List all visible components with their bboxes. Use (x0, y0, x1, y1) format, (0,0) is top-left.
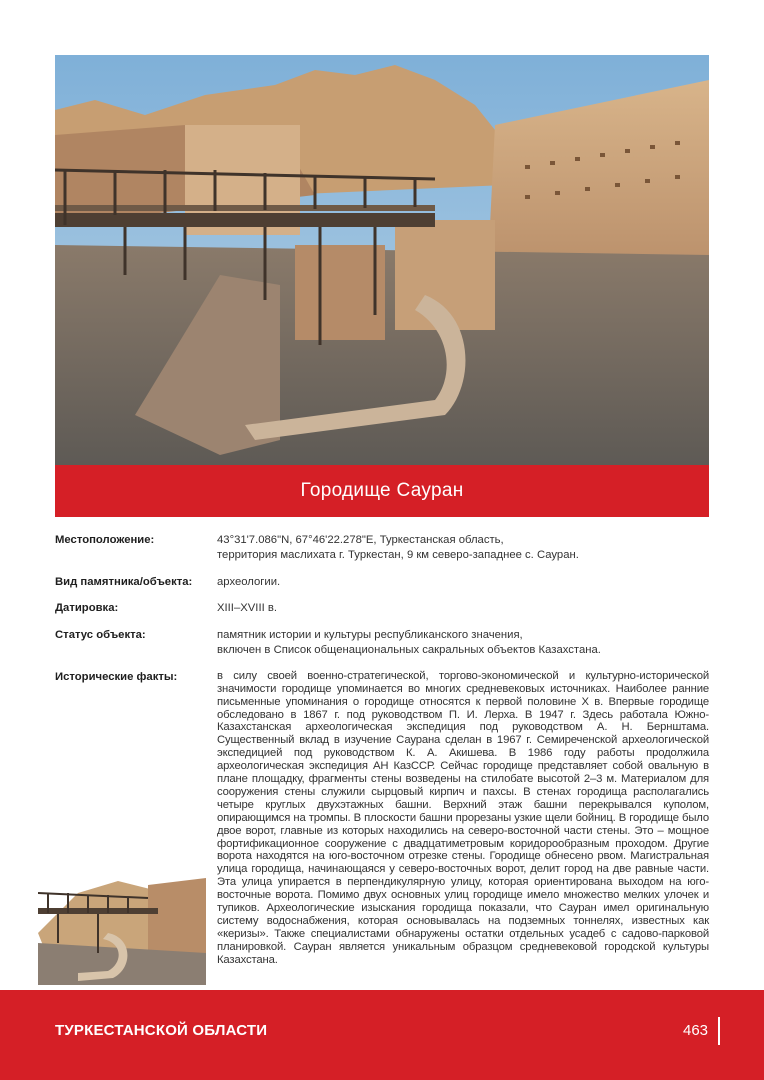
footer-divider (718, 1017, 720, 1045)
facts-label: Исторические факты: (55, 670, 178, 683)
location-value (217, 533, 709, 563)
status-line-2: включен в Список общенациональных сакральных объектов Казахстана. (217, 643, 601, 656)
location-line-1: 43°31'7.086"N, 67°46'22.278"E, Туркестанская область, (217, 534, 504, 546)
dating-label: Датировка: (55, 602, 119, 615)
status-line-1: памятник истории и культуры республиканского значения, (217, 629, 523, 642)
location-row (55, 533, 709, 563)
footer-region: ТУРКЕСТАНСКОЙ ОБЛАСТИ (55, 1022, 268, 1039)
page-title: Городище Сауран (300, 480, 464, 501)
type-value (217, 575, 709, 590)
facts-text: в силу своей военно-стратегической, торгово-экономической и культурно-исторической значимости городище упоминается во многих средневековых источниках. Наиболее ранние письменные упоминания о городище относятся к первой половине X в. Впервые городище обследовано в 1867 г. под руководством П. И. Лерха. В 1947 г. Здесь работала Южно-Казахстанская археологическая экспедиция под руководством А. Н. Бернштама. Существенный вклад в изучение Саурана сделан в 1967 г. Семиреченской археологической экспедицией под руководством К. А. Акишева. В 1986 году работы продолжила археологическая экспедиция АН КазССР. Сейчас городище представляет собой овальную в плане площадку, фрагменты стены возведены на стилобате высотой 2–3 м. Материалом для сооружения стены служили сырцовый кирпич и пахсы. В стенах городища располагались четыре круглых двухэтажных башни. Верхний этаж башни перекрывался куполом, опирающимся на тромпы. В плоскости башни прорезаны узкие щели бойниц. В городище было двое ворот, главные из которых находились на северо-восточной части стены. Это – мощное фортификационное сооружение с двадцатиметровым коридорообразным проходом. Другие ворота находятся на юго-восточном отрезке стены. Городище обнесено рвом. Магистральная улица городища, начинающаяся у северо-восточных ворот, делит город на две равные части. Эта улица упирается в перпендикулярную улицу, которая ориентирована выходом на юго-восточные ворота. Помимо двух основных улиц городище имело множество мелких улочек и тупиков. Археологические изыскания городища показали, что Сауран имел оригинальную систему водоснабжения, которая основывалась на подземных тоннелях, известных как «керизы». Также специалистами обнаружены остатки отдельных усадеб с садово-парковой планировкой. Сауран является уникальным образцом средневековой городской культуры Казахстана. (217, 669, 709, 966)
dating-line-1: XIII–XVIII в. (217, 602, 277, 615)
status-label: Статус объекта: (55, 629, 146, 642)
title-banner (55, 465, 709, 517)
location-line-2: территория маслихата г. Туркестан, 9 км северо-западнее с. Сауран. (217, 548, 579, 561)
type-line-1: археологии. (217, 575, 281, 588)
footer-bar (0, 990, 764, 1080)
facts-value (217, 670, 709, 967)
thumbnail-photo (38, 873, 206, 985)
status-value (217, 628, 709, 658)
status-row (55, 628, 709, 658)
site-photo (55, 55, 709, 465)
type-row (55, 575, 709, 590)
dating-value (217, 601, 709, 616)
location-label: Местоположение: (55, 534, 155, 546)
page-number: 463 (683, 1022, 709, 1039)
dating-row (55, 601, 709, 616)
type-label: Вид памятника/объекта: (55, 575, 193, 588)
